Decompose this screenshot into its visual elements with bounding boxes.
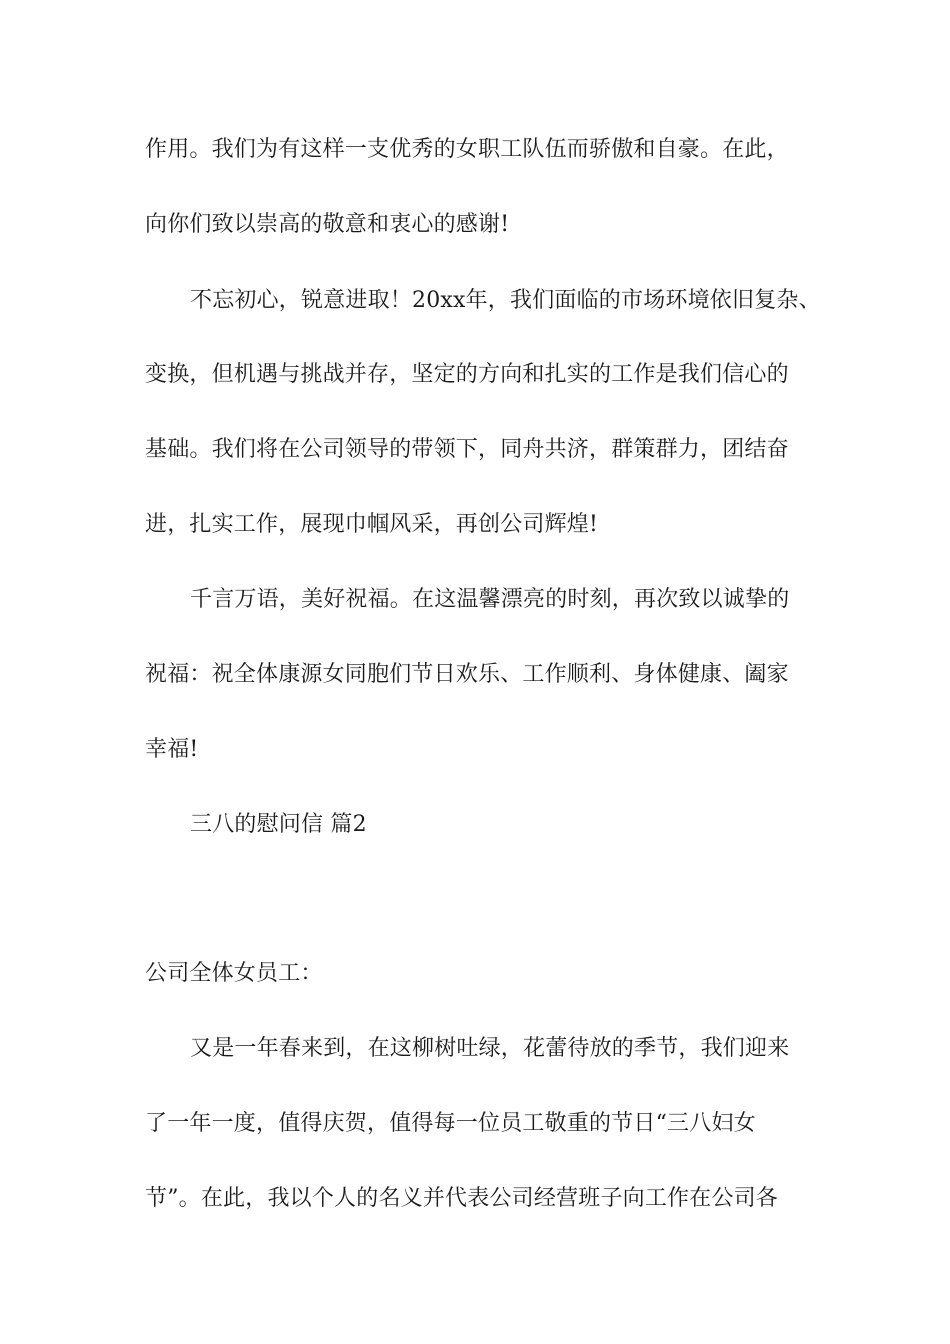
text-line: 变换，但机遇与挑战并存，坚定的方向和扎实的工作是我们信心的 [145,362,789,387]
paragraph-start-line: 又是一年春来到，在这柳树吐绿，花蕾待放的季节，我们迎来 [190,1036,790,1061]
salutation: 公司全体女员工： [145,961,323,986]
text-line: 了一年一度，值得庆贺，值得每一位员工敬重的节日“三八妇女 [145,1111,756,1136]
text-line: 节”。在此，我以个人的名义并代表公司经营班子向工作在公司各 [145,1186,779,1211]
section-heading: 三八的慰问信 篇2 [190,812,367,837]
text-line: 祝福：祝全体康源女同胞们节日欢乐、工作顺利、身体健康、阖家 [145,662,789,687]
text-line: 进，扎实工作，展现巾帼风采，再创公司辉煌! [145,512,599,537]
text-line: 向你们致以崇高的敬意和衷心的感谢! [145,212,510,237]
text-line: 幸福! [145,737,199,762]
text-line: 作用。我们为有这样一支优秀的女职工队伍而骄傲和自豪。在此， [145,137,789,162]
text-line: 基础。我们将在公司领导的带领下，同舟共济，群策群力，团结奋 [145,437,789,462]
paragraph-start-line: 不忘初心，锐意进取！20xx年，我们面临的市场环境依旧复杂、 [190,288,821,313]
paragraph-start-line: 千言万语，美好祝福。在这温馨漂亮的时刻，再次致以诚挚的 [190,587,790,612]
